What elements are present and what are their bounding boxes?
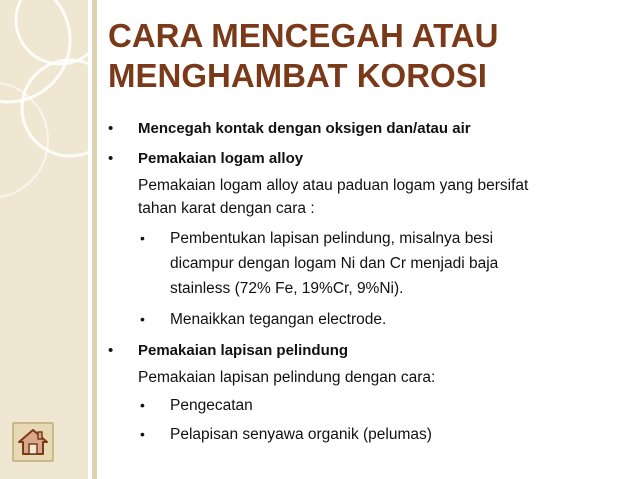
sub-item-line: Pembentukan lapisan pelindung, misalnya besi (170, 230, 494, 247)
title-line-1: CARA MENCEGAH ATAU (108, 17, 499, 54)
paragraph (104, 174, 624, 220)
sub-item-text (170, 226, 498, 301)
list-item (104, 340, 624, 362)
bullet: • (108, 150, 114, 167)
sub-bullet: • (140, 426, 145, 442)
list-item (104, 118, 624, 140)
decorative-rings (0, 0, 92, 479)
paragraph-line: Pemakaian logam alloy atau paduan logam yang bersifat (138, 177, 529, 194)
bullet: • (108, 120, 114, 137)
sub-item-line: stainless (72% Fe, 19%Cr, 9%Ni). (170, 280, 404, 297)
list-item-heading: Pemakaian logam alloy (138, 150, 304, 167)
side-panel (0, 0, 88, 479)
bullet: • (108, 342, 114, 359)
sub-list-item (104, 307, 624, 332)
sub-list-item (104, 422, 624, 447)
home-icon (17, 427, 49, 457)
list-item-heading: Pemakaian lapisan pelindung (138, 342, 349, 359)
sub-list-item (104, 226, 624, 301)
sub-list-item (104, 393, 624, 418)
paragraph (104, 366, 624, 389)
sub-item-line: dicampur dengan logam Ni dan Cr menjadi baja (170, 255, 499, 272)
sub-item-text (170, 422, 432, 447)
list-item (104, 148, 624, 170)
sub-item-text (170, 393, 253, 418)
sub-item-line: Pelapisan senyawa organik (pelumas) (170, 426, 432, 443)
sub-item-line: Pengecatan (170, 397, 253, 414)
accent-bar (92, 0, 97, 479)
paragraph-line: Pemakaian lapisan pelindung dengan cara: (138, 369, 436, 386)
sub-bullet: • (140, 230, 145, 246)
content (104, 118, 624, 447)
title-line-2: MENGHAMBAT KOROSI (108, 57, 487, 94)
home-button[interactable] (12, 422, 54, 462)
list-item-heading: Mencegah kontak dengan oksigen dan/atau air (138, 120, 471, 137)
sub-bullet: • (140, 397, 145, 413)
sub-item-line: Menaikkan tegangan electrode. (170, 311, 387, 328)
sub-bullet: • (140, 311, 145, 327)
paragraph-line: tahan karat dengan cara : (138, 200, 315, 217)
sub-item-text (170, 307, 386, 332)
slide-title (108, 16, 618, 96)
